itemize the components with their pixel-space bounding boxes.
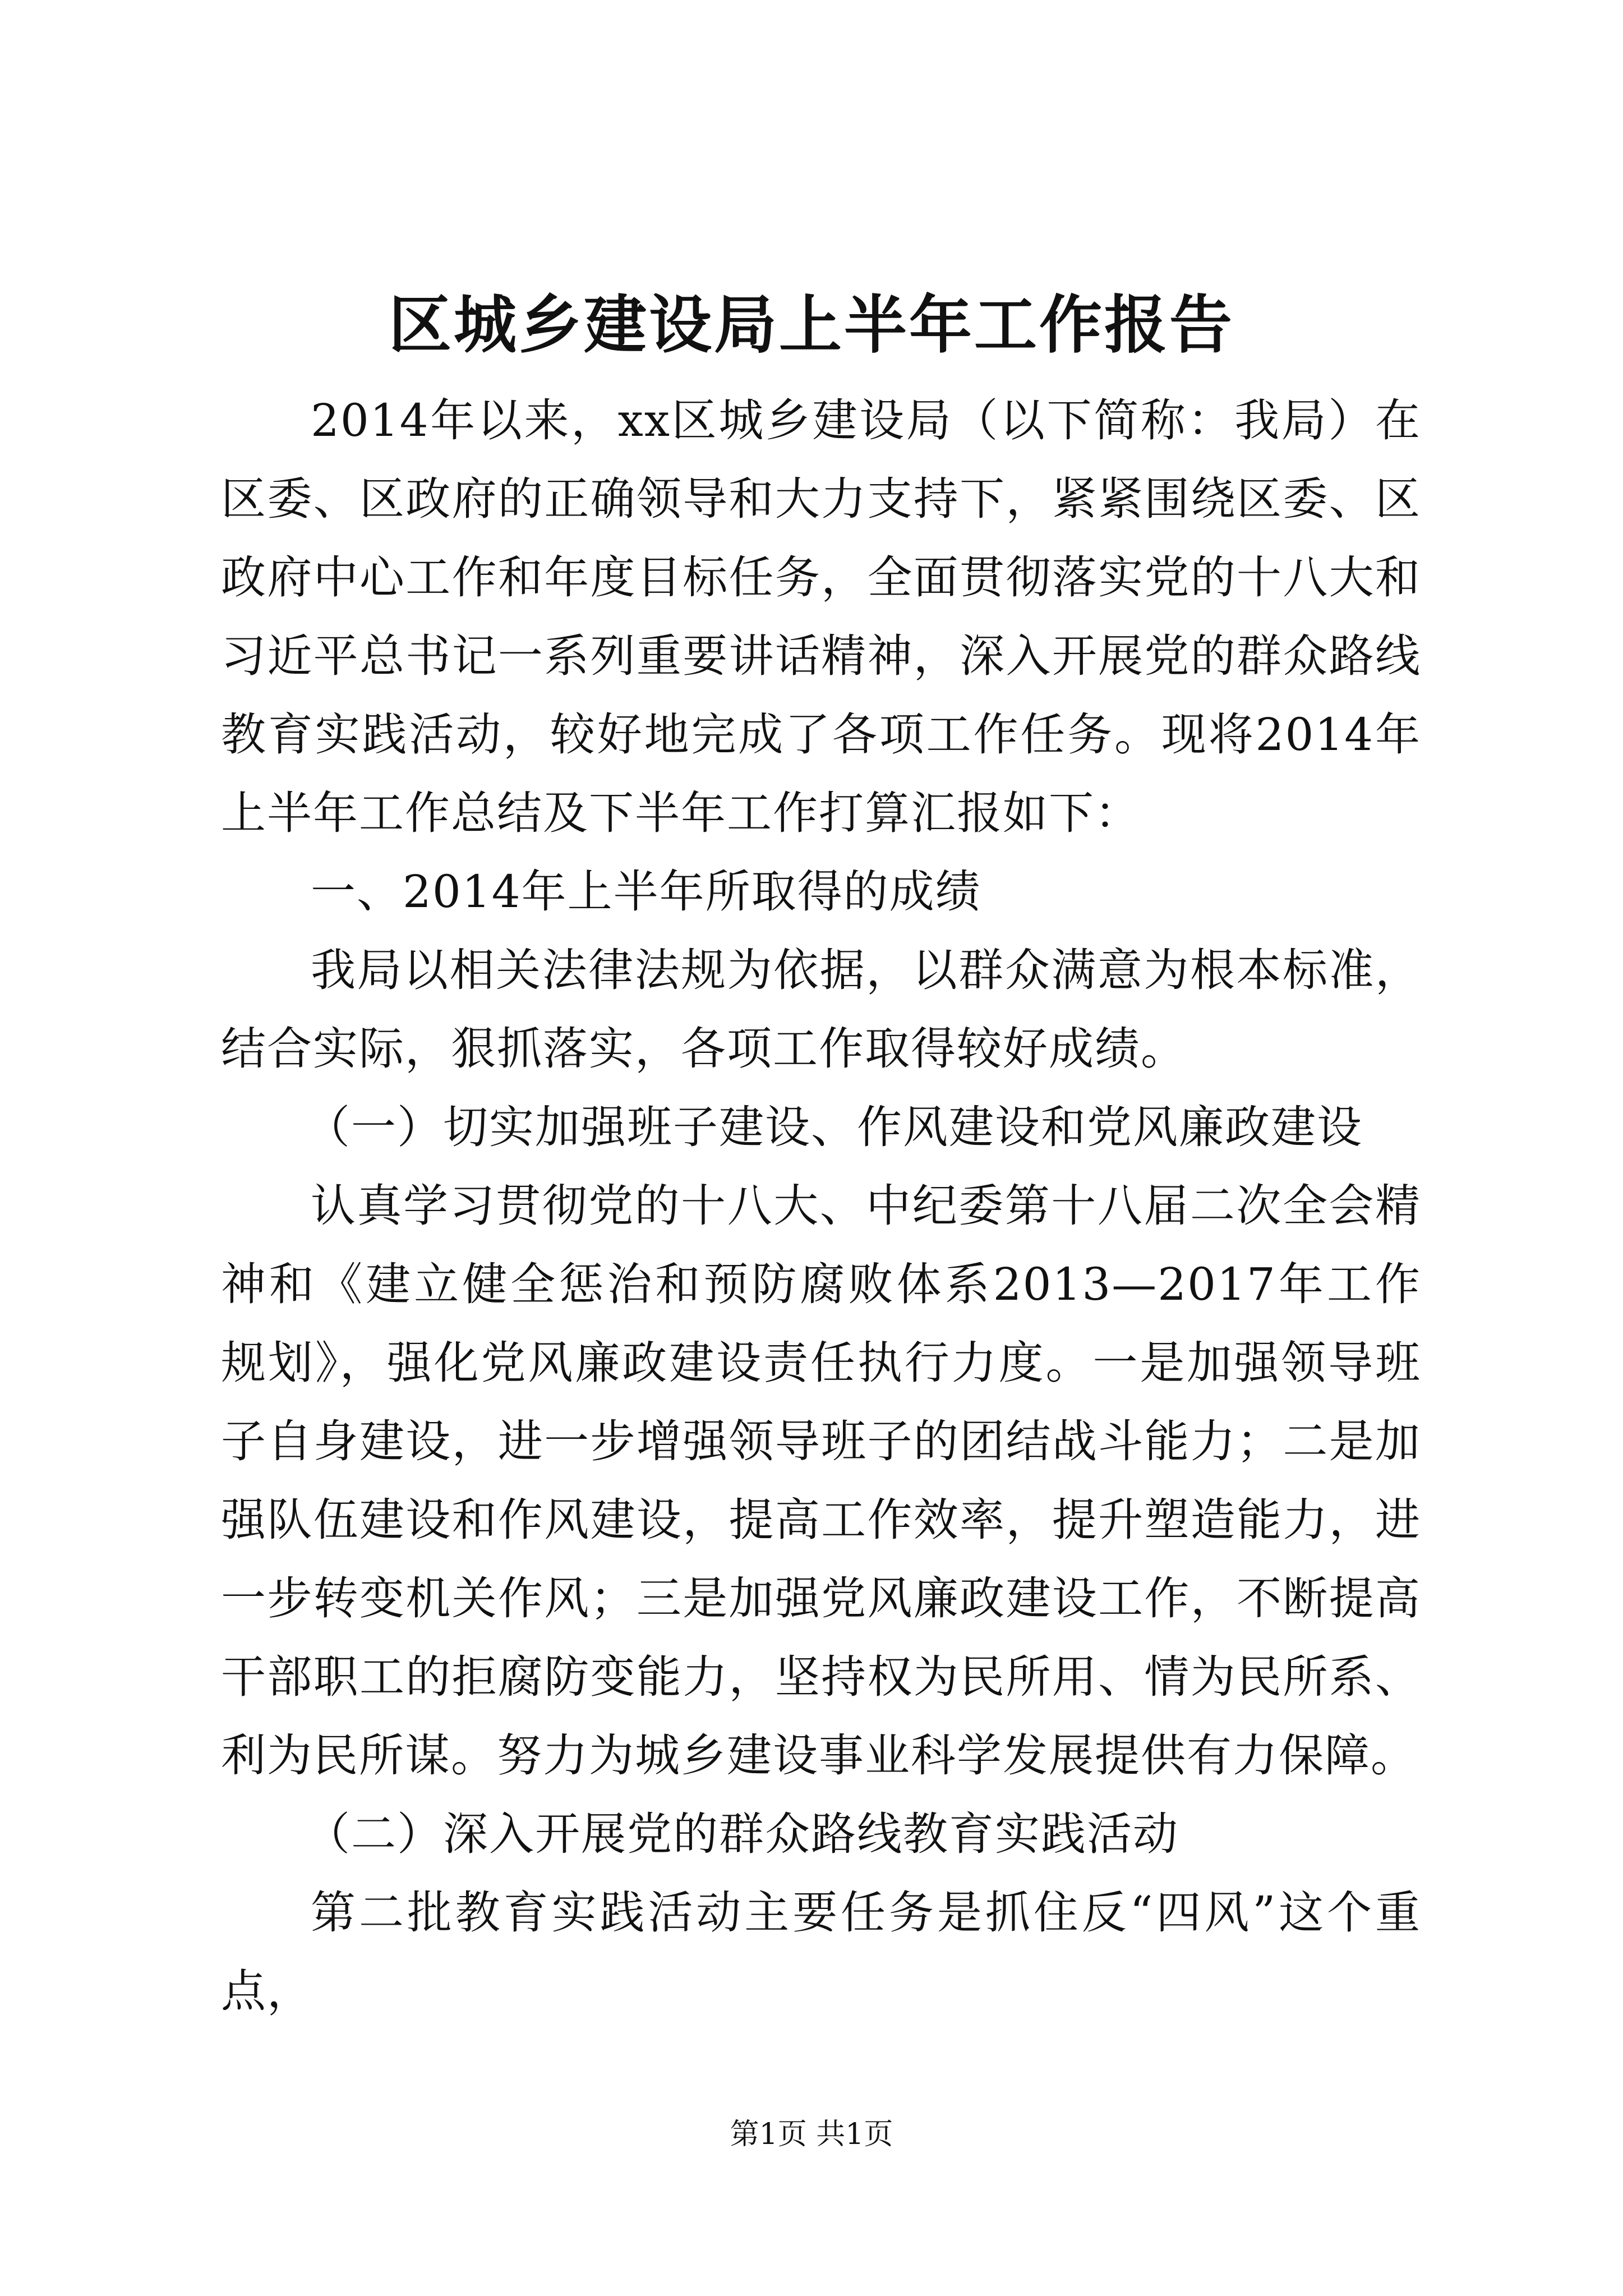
document-title: 区城乡建设局上半年工作报告: [389, 288, 1234, 362]
subsection-2-paragraph: 第二批教育实践活动主要任务是抓住反“四风”这个重点，: [221, 1887, 1421, 2017]
document-body: [221, 381, 1421, 2031]
intro-paragraph: 2014年以来，xx区城乡建设局（以下简称：我局）在区委、区政府的正确领导和大力支持下，紧紧围绕区委、区政府中心工作和年度目标任务，全面贯彻落实党的十八大和习近平总书记一系列重要讲话精神，深入开展党的群众路线教育实践活动，较好地完成了各项工作任务。现将2014年上半年工作总结及下半年工作打算汇报如下：: [221, 394, 1421, 839]
section-heading-1: 一、2014年上半年所取得的成绩: [311, 866, 981, 918]
section-1-paragraph: 我局以相关法律法规为依据，以群众满意为根本标准，结合实际，狠抓落实，各项工作取得较好成绩。: [221, 944, 1421, 1075]
page-footer: 第1页 共1页: [730, 2118, 893, 2151]
subsection-1-paragraph: 认真学习贯彻党的十八大、中纪委第十八届二次全会精神和《建立健全惩治和预防腐败体系2013—2017年工作规划》，强化党风廉政建设责任执行力度。一是加强领导班子自身建设，进一步增强领导班子的团结战斗能力；二是加强队伍建设和作风建设，提高工作效率，提升塑造能力，进一步转变机关作风；三是加强党风廉政建设工作，不断提高干部职工的拒腐防变能力，坚持权为民所用、情为民所系、利为民所谋。努力为城乡建设事业科学发展提供有力保障。: [221, 1180, 1421, 1782]
subsection-heading-2: （二）深入开展党的群众路线教育实践活动: [305, 1808, 1179, 1860]
subsection-heading-1: （一）切实加强班子建设、作风建设和党风廉政建设: [305, 1101, 1363, 1153]
